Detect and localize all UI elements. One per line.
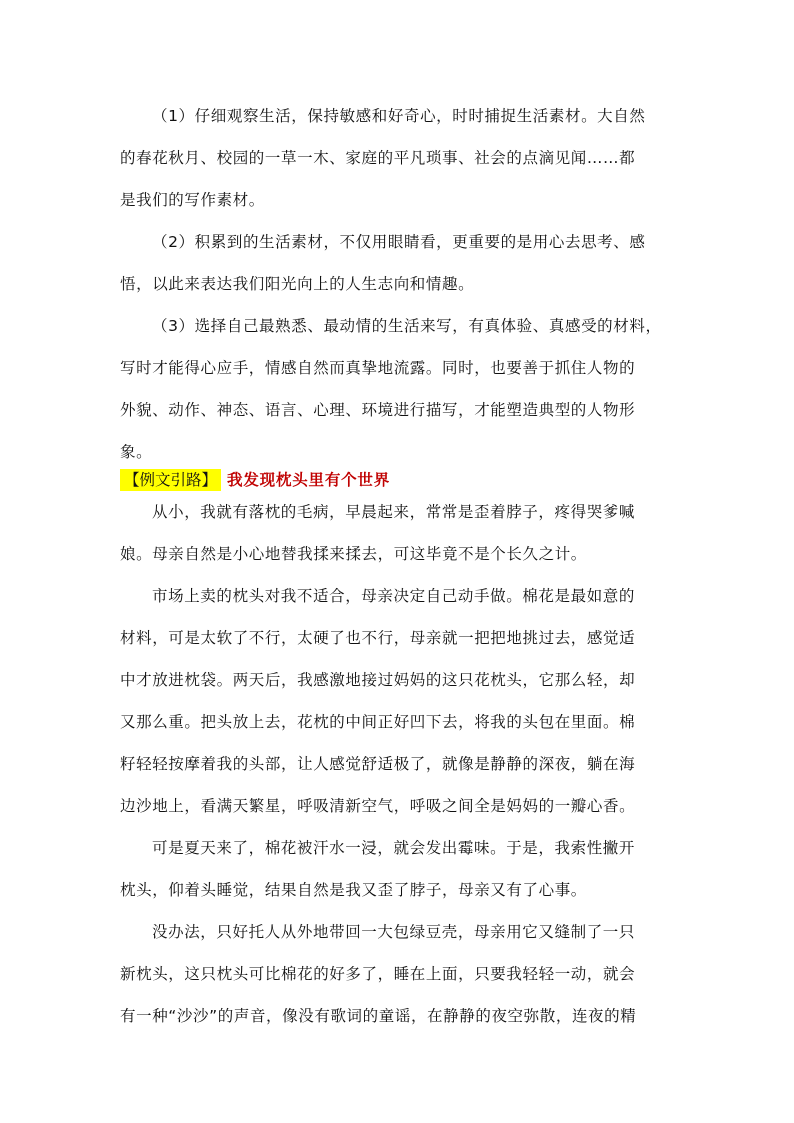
example-title: 我发现枕头里有个世界 [227,471,391,489]
tip-2-line-2: 悟，以此来表达我们阳光向上的人生志向和情趣。 [120,275,475,293]
tip-1-line-2: 的春花秋月、校园的一草一木、家庭的平凡琐事、社会的点滴见闻……都 [120,149,636,167]
tip-2-line-1: （2）积累到的生活素材，不仅用眼睛看，更重要的是用心去思考、感 [152,233,646,251]
body-line: 市场上卖的枕头对我不适合，母亲决定自己动手做。棉花是最如意的 [152,587,636,605]
body-line: 材料，可是太软了不行，太硬了也不行，母亲就一把把地挑过去，感觉适 [120,629,636,647]
body-line: 籽轻轻按摩着我的头部，让人感觉舒适极了，就像是静静的深夜，躺在海 [120,755,636,773]
example-tag: 【例文引路】 [120,469,221,491]
tip-3-line-3: 外貌、动作、神态、语言、心理、环境进行描写，才能塑造典型的人物形 [120,401,636,419]
example-heading [120,468,390,492]
body-line: 中才放进枕袋。两天后，我感激地接过妈妈的这只花枕头，它那么轻，却 [120,671,636,689]
tip-1-line-1: （1）仔细观察生活，保持敏感和好奇心，时时捕捉生活素材。大自然 [152,107,646,125]
body-line: 可是夏天来了，棉花被汗水一浸，就会发出霉味。于是，我索性撇开 [152,839,636,857]
body-line: 边沙地上，看满天繁星，呼吸清新空气，呼吸之间全是妈妈的一瓣心香。 [120,797,636,815]
body-line: 娘。母亲自然是小心地替我揉来揉去，可这毕竟不是个长久之计。 [120,545,587,563]
body-line: 又那么重。把头放上去，花枕的中间正好凹下去，将我的头包在里面。棉 [120,713,636,731]
tip-3-line-1: （3）选择自己最熟悉、最动情的生活来写，有真体验、真感受的材料， [152,317,662,335]
body-line: 新枕头，这只枕头可比棉花的好多了，睡在上面，只要我轻轻一动，就会 [120,965,636,983]
body-line: 枕头，仰着头睡觉，结果自然是我又歪了脖子，母亲又有了心事。 [120,881,587,899]
tip-3-line-4: 象。 [120,443,153,461]
body-line: 从小，我就有落枕的毛病，早晨起来，常常是歪着脖子，疼得哭爹喊 [152,503,636,521]
tip-3-line-2: 写时才能得心应手，情感自然而真挚地流露。同时，也要善于抓住人物的 [120,359,636,377]
body-line: 没办法，只好托人从外地带回一大包绿豆壳，母亲用它又缝制了一只 [152,923,636,941]
body-line: 有一种“沙沙”的声音，像没有歌词的童谣，在静静的夜空弥散，连夜的精 [120,1007,637,1025]
tip-1-line-3: 是我们的写作素材。 [120,191,265,209]
